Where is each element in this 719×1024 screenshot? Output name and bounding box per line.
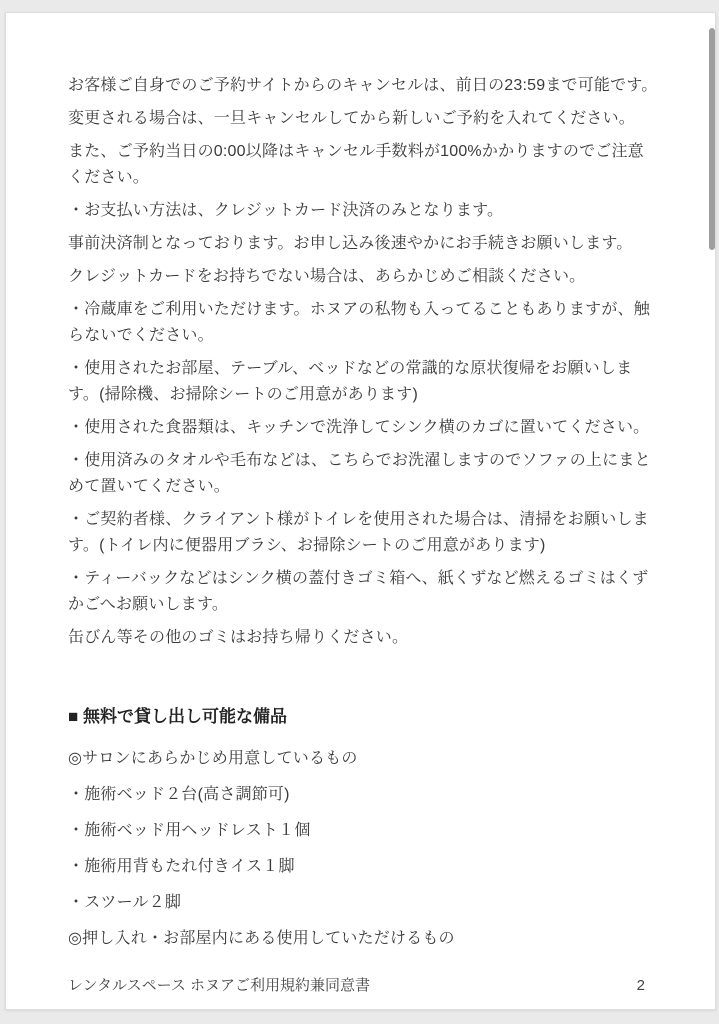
- equipment-line-treatment-beds: ・施術ベッド２台(高さ調節可): [68, 786, 290, 803]
- paragraph-refrigerator: ・冷蔵庫をご利用いただけます。ホヌアの私物も入ってることもありますが、触らないでください。: [68, 301, 650, 344]
- paragraph-cancel-fee: また、ご予約当日の0:00以降はキャンセル手数料が100%かかりますのでご注意ください。: [68, 143, 644, 186]
- paragraph-towels: ・使用済みのタオルや毛布などは、こちらでお洗濯しますのでソファの上にまとめて置いてください。: [68, 452, 651, 495]
- paragraph-payment-method: ・お支払い方法は、クレジットカード決済のみとなります。: [68, 202, 504, 219]
- equipment-line-salon-prepared: ◎サロンにあらかじめ用意しているもの: [68, 750, 358, 767]
- paragraph-change-reservation: 変更される場合は、一旦キャンセルしてから新しいご予約を入れてください。: [68, 110, 636, 127]
- footer-document-title: レンタルスペース ホヌアご利用規約兼同意書: [68, 977, 370, 994]
- equipment-line-stools: ・スツール２脚: [68, 894, 182, 911]
- paragraph-room-restore: ・使用されたお部屋、テーブル、ベッドなどの常識的な原状復帰をお願いします。(掃除機、お掃除シートのご用意があります): [68, 360, 633, 403]
- section-heading-free-equipment: ■ 無料で貸し出し可能な備品: [68, 707, 287, 726]
- scrollbar-thumb[interactable]: [709, 28, 715, 250]
- paragraph-prepayment: 事前決済制となっております。お申し込み後速やかにお手続きお願いします。: [68, 235, 633, 252]
- paragraph-toilet: ・ご契約者様、クライアント様がトイレを使用された場合は、清掃をお願いします。(トイレ内に便器用ブラシ、お掃除シートのご用意があります): [68, 511, 649, 554]
- paragraph-dishes: ・使用された食器類は、キッチンで洗浄してシンク横のカゴに置いてください。: [68, 419, 650, 436]
- paragraph-cancel-policy: お客様ご自身でのご予約サイトからのキャンセルは、前日の23:59まで可能です。: [68, 77, 658, 94]
- document-page: [5, 12, 716, 1010]
- paragraph-trash-takeout: 缶びん等その他のゴミはお持ち帰りください。: [68, 629, 409, 646]
- page-number: 2: [636, 977, 645, 994]
- paragraph-trash: ・ティーバックなどはシンク横の蓋付きゴミ箱へ、紙くずなど燃えるゴミはくずかごへお願いします。: [68, 570, 649, 613]
- page-footer: [68, 975, 645, 997]
- equipment-line-closet-items: ◎押し入れ・お部屋内にある使用していただけるもの: [68, 930, 455, 947]
- page-content: [68, 73, 659, 962]
- equipment-line-headrest: ・施術ベッド用ヘッドレスト１個: [68, 822, 311, 839]
- paragraph-no-credit-card: クレジットカードをお持ちでない場合は、あらかじめご相談ください。: [68, 268, 586, 285]
- equipment-line-chair: ・施術用背もたれ付きイス１脚: [68, 858, 295, 875]
